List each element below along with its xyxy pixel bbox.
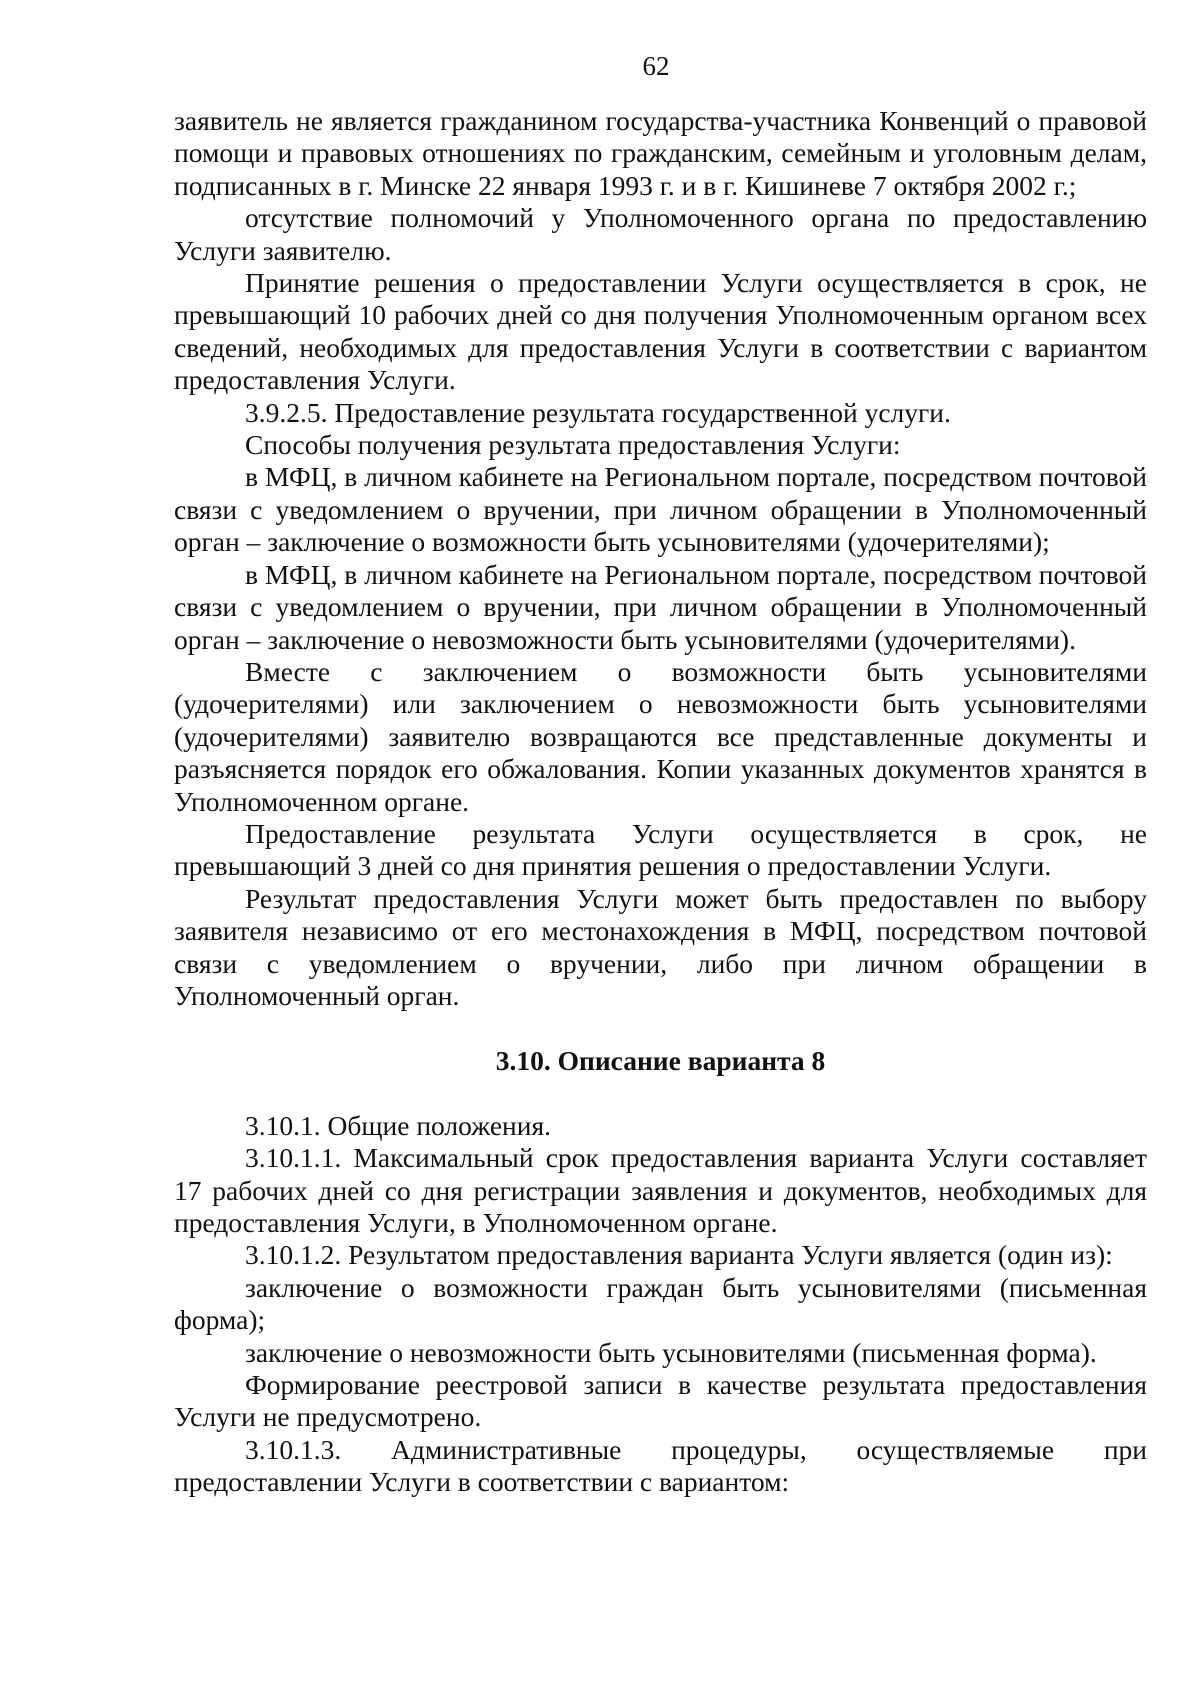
- word: процедуры,: [671, 1433, 807, 1465]
- paragraph-3-10-1-3-first-line: [174, 1434, 1147, 1466]
- word: осуществляемые: [856, 1433, 1055, 1465]
- paragraph: 3.10.1.2. Результатом предоставления варианта Услуги является (один из):: [245, 1239, 1113, 1271]
- paragraph: Предоставление результата Услуги осуществляется в срок, не превышающий 3 дней со дня принятия решения о предоставлении Услуги.: [174, 817, 1147, 882]
- page-number: 62: [642, 51, 670, 81]
- document-body: [174, 105, 1147, 1499]
- paragraph: Формирование реестровой записи в качестве результата предоставления Услуги не предусмотрено.: [174, 1369, 1147, 1433]
- word: Административные: [391, 1433, 622, 1465]
- section-3-10-text: [174, 1110, 1147, 1434]
- paragraph-3-10-1-3-continuation: предоставлении Услуги в соответствии с вариантом:: [174, 1466, 790, 1498]
- word: при: [1103, 1433, 1147, 1465]
- word: 3.10.1.3.: [245, 1433, 342, 1465]
- paragraph: Принятие решения о предоставлении Услуги осуществляется в срок, не превышающий 10 рабочих дней со дня получения Уполномоченным органом всех сведений, необходимых для предоставления Услуги в соответствии с вариантом предоставления Услуги.: [174, 267, 1147, 396]
- paragraph: Способы получения результата предоставления Услуги:: [245, 429, 901, 461]
- paragraph: заключение о невозможности быть усыновителями (письменная форма).: [245, 1336, 1097, 1368]
- paragraph: заявитель не является гражданином государства-участника Конвенций о правовой помощи и правовых отношениях по гражданским, семейным и уголовным делам, подписанных в г. Минске 22 января 1993 г. и в г. Кишиневе 7 октября 2002 г.;: [174, 105, 1147, 201]
- section-heading: 3.10. Описание варианта 8: [495, 1045, 826, 1077]
- paragraph: 3.9.2.5. Предоставление результата государственной услуги.: [245, 396, 951, 428]
- paragraph: Результат предоставления Услуги может быть предоставлен по выбору заявителя независимо от его местонахождения в МФЦ, посредством почтовой связи с уведомлением о вручении, либо при личном обращении в Уполномоченный орган.: [174, 882, 1147, 1011]
- paragraph: 3.10.1. Общие положения.: [245, 1109, 552, 1141]
- paragraph: заключение о возможности граждан быть усыновителями (письменная форма);: [174, 1271, 1147, 1336]
- section-3-9-text: [174, 105, 1147, 1012]
- paragraph: в МФЦ, в личном кабинете на Региональном портале, посредством почтовой связи с уведомлением о вручении, при личном обращении в Уполномоченный орган – заключение о возможности быть усыновителями (удочерителями);: [174, 461, 1147, 558]
- paragraph: 3.10.1.1. Максимальный срок предоставления варианта Услуги составляет 17 рабочих дней со дня регистрации заявления и документов, необходимых для предоставления Услуги, в Уполномоченном органе.: [174, 1142, 1147, 1238]
- paragraph: отсутствие полномочий у Уполномоченного органа по предоставлению Услуги заявителю.: [174, 202, 1147, 266]
- paragraph: Вместе с заключением о возможности быть усыновителями (удочерителями) или заключением о невозможности быть усыновителями (удочерителями) заявителю возвращаются все представленные документы и разъясняется порядок его обжалования. Копии указанных документов хранятся в Уполномоченном органе.: [174, 655, 1147, 817]
- paragraph: в МФЦ, в личном кабинете на Региональном портале, посредством почтовой связи с уведомлением о вручении, при личном обращении в Уполномоченный орган – заключение о невозможности быть усыновителями (удочерителями).: [174, 558, 1147, 655]
